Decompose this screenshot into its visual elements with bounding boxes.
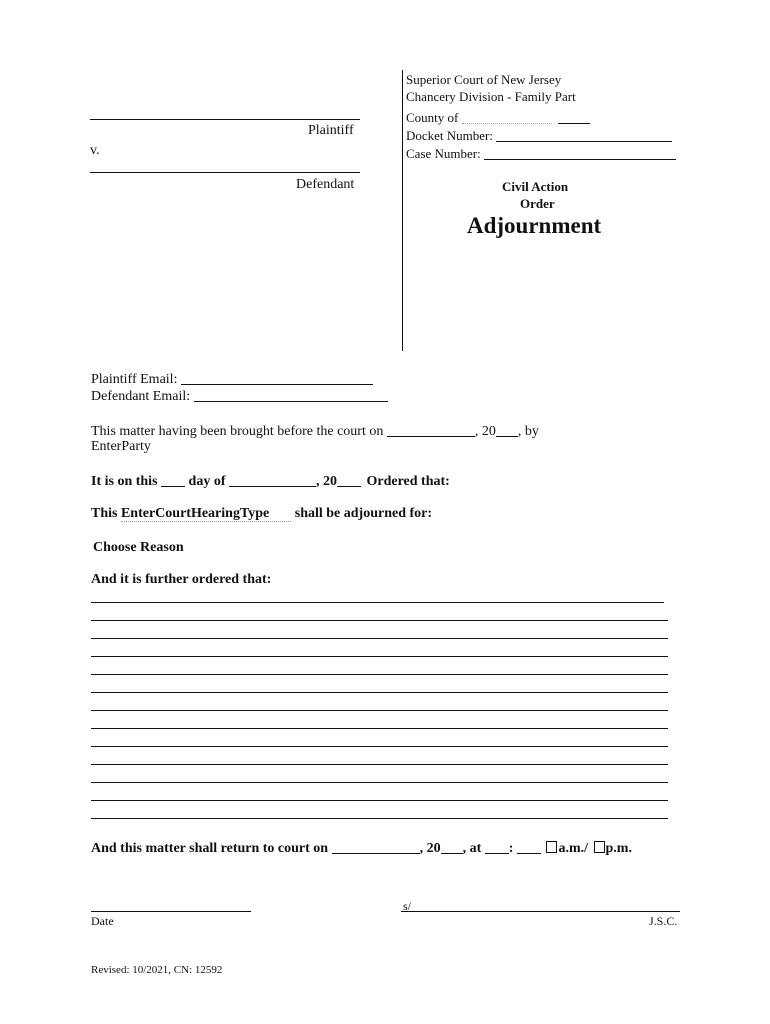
matter-text: This matter having been brought before the court on [91,424,384,439]
further-order-line[interactable] [91,620,668,621]
defendant-email-field[interactable] [194,388,388,402]
return-text-a: And this matter shall return to court on [91,841,329,856]
further-order-line[interactable] [91,638,668,639]
return-minute-field[interactable] [517,840,541,854]
return-year-field[interactable] [441,840,463,854]
pm-checkbox[interactable] [594,841,605,853]
further-ordered-heading: And it is further ordered that: [91,572,272,587]
order-heading: Order [520,196,555,211]
document-title: Adjournment [467,213,602,238]
revision-footer: Revised: 10/2021, CN: 12592 [91,964,223,976]
hearing-sentence [91,506,432,522]
am-checkbox[interactable] [546,841,557,853]
return-at-text: , at [462,841,482,856]
plaintiff-name-line[interactable] [90,119,360,120]
am-label: a.m./ [558,841,588,856]
docket-label: Docket Number: [406,128,494,143]
defendant-label: Defendant [296,177,355,192]
case-label: Case Number: [406,146,481,161]
case-number-field[interactable] [484,146,676,160]
further-order-line[interactable] [91,710,668,711]
judge-label: J.S.C. [649,914,678,928]
return-hour-field[interactable] [485,840,509,854]
return-date-field[interactable] [332,840,420,854]
matter-year-prefix: , 20 [474,424,496,439]
defendant-email-row [91,386,388,405]
hearing-type-field[interactable]: EnterCourtHearingType [121,506,291,522]
county-row [406,108,590,126]
ordered-year-prefix: , 20 [315,474,337,489]
reason-select[interactable]: Choose Reason [93,540,184,555]
further-order-line[interactable] [91,674,668,675]
docket-number-field[interactable] [496,128,672,142]
pm-label: p.m. [605,841,632,856]
return-year-prefix: , 20 [419,841,441,856]
court-division: Chancery Division - Family Part [406,89,576,104]
court-name: Superior Court of New Jersey [406,72,562,87]
plaintiff-email-label: Plaintiff Email: [91,372,178,387]
return-sentence [91,838,632,857]
ordered-text-a: It is on this [91,474,158,489]
order-day-field[interactable] [161,473,185,487]
further-order-line[interactable] [91,728,668,729]
order-month-field[interactable] [229,473,316,487]
party-field[interactable]: EnterParty [91,439,151,454]
further-order-line[interactable] [91,818,668,819]
judge-signature-line[interactable] [401,911,680,912]
county-field[interactable] [462,110,552,124]
date-signature-line[interactable] [91,911,251,912]
caption-divider [402,70,403,351]
ordered-text-d: Ordered that: [366,474,450,489]
order-year-field[interactable] [337,473,361,487]
hearing-text-b: shall be adjourned for: [294,506,433,521]
defendant-email-label: Defendant Email: [91,389,191,404]
date-label: Date [91,914,114,928]
plaintiff-email-field[interactable] [181,371,373,385]
ordered-text-b: day of [188,474,226,489]
further-order-line[interactable] [91,656,668,657]
further-order-line[interactable] [91,764,668,765]
docket-row [406,126,672,144]
case-row [406,144,676,162]
ordered-sentence [91,471,450,490]
return-colon: : [508,841,514,856]
further-order-line[interactable] [91,800,668,801]
plaintiff-label: Plaintiff [308,123,354,138]
further-order-line[interactable] [91,692,668,693]
matter-date-field[interactable] [387,423,475,437]
matter-sentence [91,421,539,440]
hearing-text-a: This [91,506,118,521]
civil-action-heading: Civil Action [502,179,569,194]
further-order-line[interactable] [91,746,668,747]
matter-year-field[interactable] [496,423,518,437]
defendant-name-line[interactable] [90,172,360,173]
signature-mark: s/ [403,899,412,913]
further-order-line[interactable] [91,782,668,783]
versus-label: v. [90,143,100,158]
county-field-tail [558,110,590,124]
matter-by-text: , by [517,424,539,439]
county-label: County of [406,110,459,125]
further-order-line[interactable] [91,602,664,603]
